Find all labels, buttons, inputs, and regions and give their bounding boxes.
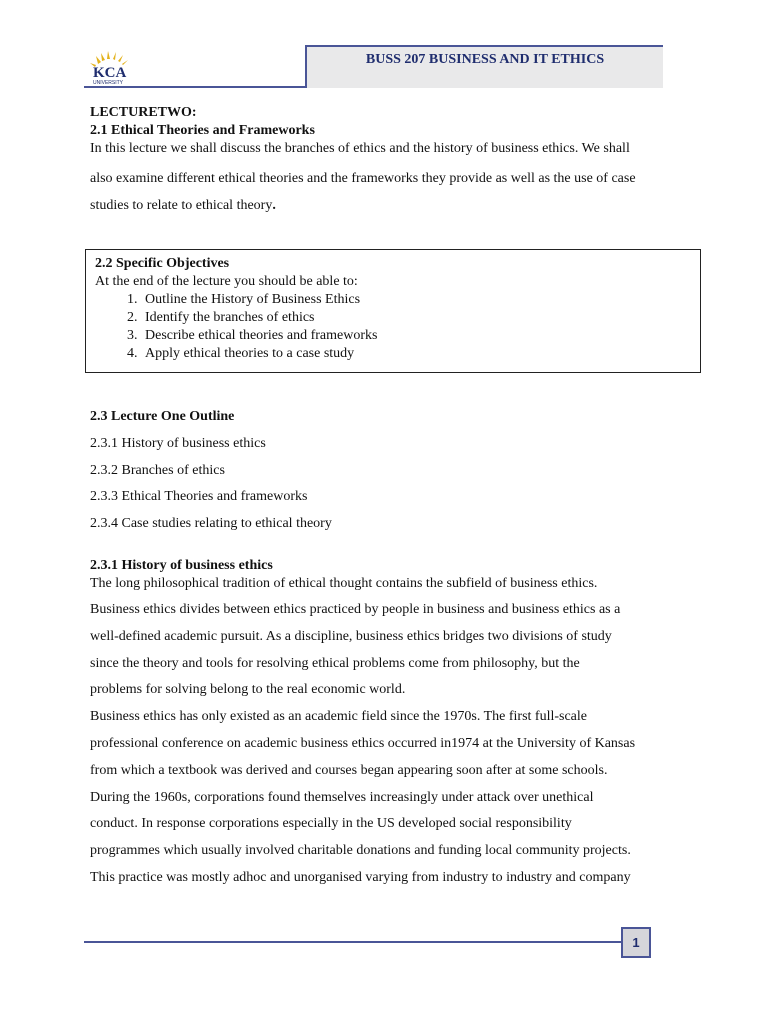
lecture-label: LECTURETWO: xyxy=(90,105,197,120)
history-line: Business ethics divides between ethics practiced by people in business and business ethics as a xyxy=(90,602,621,617)
history-line: conduct. In response corporations especially in the US developed social responsibility xyxy=(90,816,572,832)
history-line: from which a textbook was derived and courses began appearing soon after at some schools. xyxy=(90,762,608,778)
outline-item: 2.3.2 Branches of ethics xyxy=(90,462,225,478)
logo-text: KCA xyxy=(93,65,127,81)
page-number: 1 xyxy=(621,927,651,958)
history-line: This practice was mostly adhoc and unorganised varying from industry to industry and company xyxy=(90,869,631,885)
history-line: since the theory and tools for resolving ethical problems come from philosophy, but the xyxy=(90,655,580,671)
intro-line-2: also examine different ethical theories and the frameworks they provide as well as the use of case xyxy=(90,171,636,186)
outline-item: 2.3.3 Ethical Theories and frameworks xyxy=(90,489,308,505)
history-line: well-defined academic pursuit. As a discipline, business ethics bridges two divisions of study xyxy=(90,628,612,644)
history-title: 2.3.1 History of business ethics xyxy=(90,558,273,573)
lecture-outline xyxy=(90,404,680,538)
history-line: The long philosophical tradition of ethical thought contains the subfield of business ethics. xyxy=(90,576,598,591)
history-line: professional conference on academic business ethics occurred in1974 at the University of Kansas xyxy=(90,735,636,751)
logo-subtext: UNIVERSITY xyxy=(93,80,124,86)
objectives-intro: At the end of the lecture you should be able to: xyxy=(95,274,358,289)
objective-item: 4. Apply ethical theories to a case study xyxy=(141,345,691,363)
kca-university-logo xyxy=(88,50,136,86)
course-title: BUSS 207 BUSINESS AND IT ETHICS xyxy=(365,52,605,67)
objectives-title: 2.2 Specific Objectives xyxy=(95,256,230,271)
objectives-list xyxy=(95,291,691,363)
footer-rule xyxy=(84,941,624,943)
intro-line-1: In this lecture we shall discuss the branches of ethics and the history of business ethics. We shall xyxy=(90,141,630,156)
outline-item: 2.3.1 History of business ethics xyxy=(90,435,266,451)
history-line: During the 1960s, corporations found themselves increasingly under attack over unethical xyxy=(90,789,594,805)
section-title: 2.1 Ethical Theories and Frameworks xyxy=(90,123,315,138)
objective-item: 2. Identify the branches of ethics xyxy=(141,309,691,327)
logo-graphic xyxy=(88,50,136,86)
intro-end-punct: . xyxy=(272,197,276,213)
lecture-intro xyxy=(90,104,680,220)
history-section xyxy=(90,557,690,892)
objective-item: 3. Describe ethical theories and frameworks xyxy=(141,327,691,345)
header-rule xyxy=(84,86,306,88)
outline-title: 2.3 Lecture One Outline xyxy=(90,409,235,424)
history-line: programmes which usually involved charitable donations and funding local community projects. xyxy=(90,843,631,859)
history-line: Business ethics has only existed as an academic field since the 1970s. The first full-scale xyxy=(90,709,587,725)
course-header-box xyxy=(305,45,663,88)
outline-item: 2.3.4 Case studies relating to ethical theory xyxy=(90,516,332,532)
history-line: problems for solving belong to the real economic world. xyxy=(90,682,406,698)
objectives-box xyxy=(85,249,701,373)
intro-line-3-text: studies to relate to ethical theory xyxy=(90,197,273,213)
intro-line-3 xyxy=(90,193,680,220)
objective-item: 1. Outline the History of Business Ethics xyxy=(141,291,691,309)
